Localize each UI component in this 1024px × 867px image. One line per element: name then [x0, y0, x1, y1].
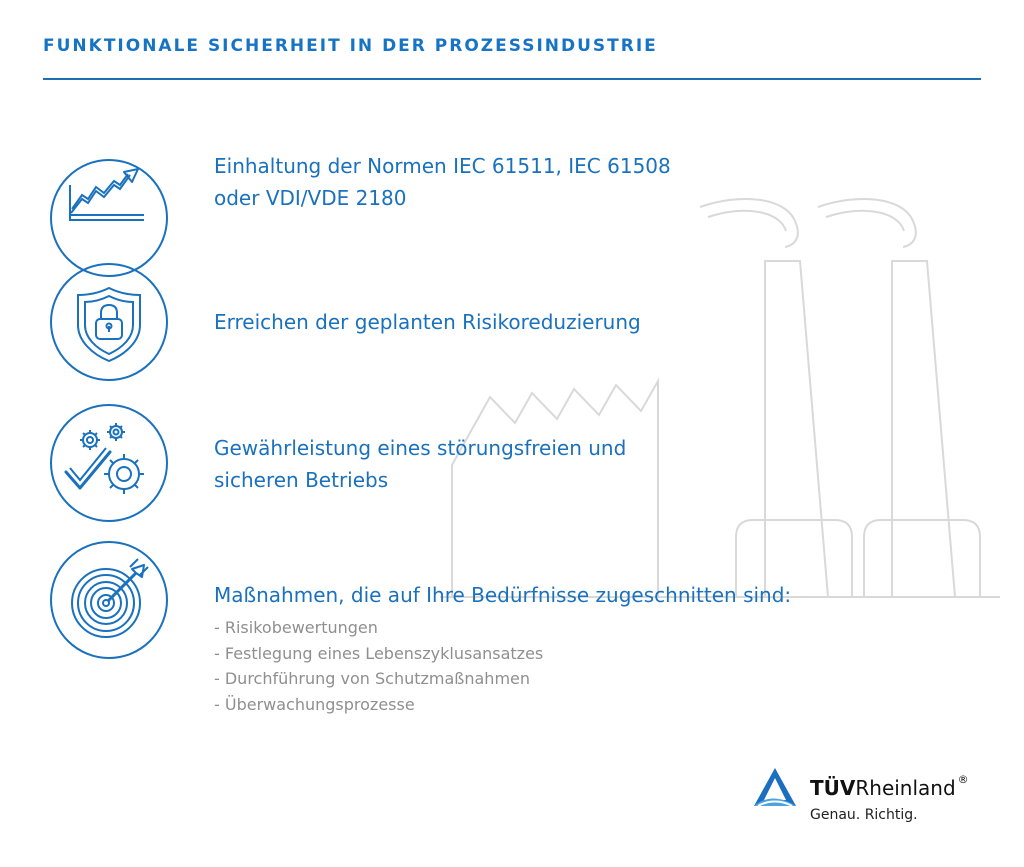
item-line: sicheren Betriebs [214, 468, 389, 492]
item-line: Erreichen der geplanten Risikoreduzierung [214, 310, 641, 334]
item-line: oder VDI/VDE 2180 [214, 186, 407, 210]
gears-check-icon [48, 402, 170, 524]
measures-list [214, 615, 543, 717]
target-arrow-icon [48, 539, 170, 661]
item-text-operation [214, 432, 626, 496]
page-title: FUNKTIONALE SICHERHEIT IN DER PROZESSINDUSTRIE [43, 36, 658, 56]
list-item: - Überwachungsprozesse [214, 694, 415, 714]
item-line: Gewährleistung eines störungsfreien und [214, 436, 627, 460]
item-text-measures [214, 579, 791, 611]
list-item: - Durchführung von Schutzmaßnahmen [214, 669, 531, 688]
tuv-triangle-logo [752, 766, 798, 808]
factory-chimneys-illustration [440, 175, 1000, 615]
brand-regular: Rheinland [855, 776, 956, 800]
list-item: - Risikobewertungen [214, 618, 378, 637]
item-line: Einhaltung der Normen IEC 61511, IEC 61508 [214, 154, 671, 178]
item-line: Maßnahmen, die auf Ihre Bedürfnisse zugeschnitten sind: [214, 583, 792, 607]
item-text-risk-reduction [214, 306, 641, 338]
item-text-standards [214, 150, 671, 214]
shield-lock-icon [48, 261, 170, 383]
list-item: - Festlegung eines Lebenszyklusansatzes [214, 643, 544, 663]
title-divider [43, 78, 981, 80]
brand-bold: TÜV [810, 776, 856, 800]
tuv-rheinland-logo [752, 764, 992, 828]
registered-mark: ® [957, 773, 969, 787]
brand-tagline: Genau. Richtig. [810, 807, 918, 823]
brand-name [810, 773, 969, 800]
